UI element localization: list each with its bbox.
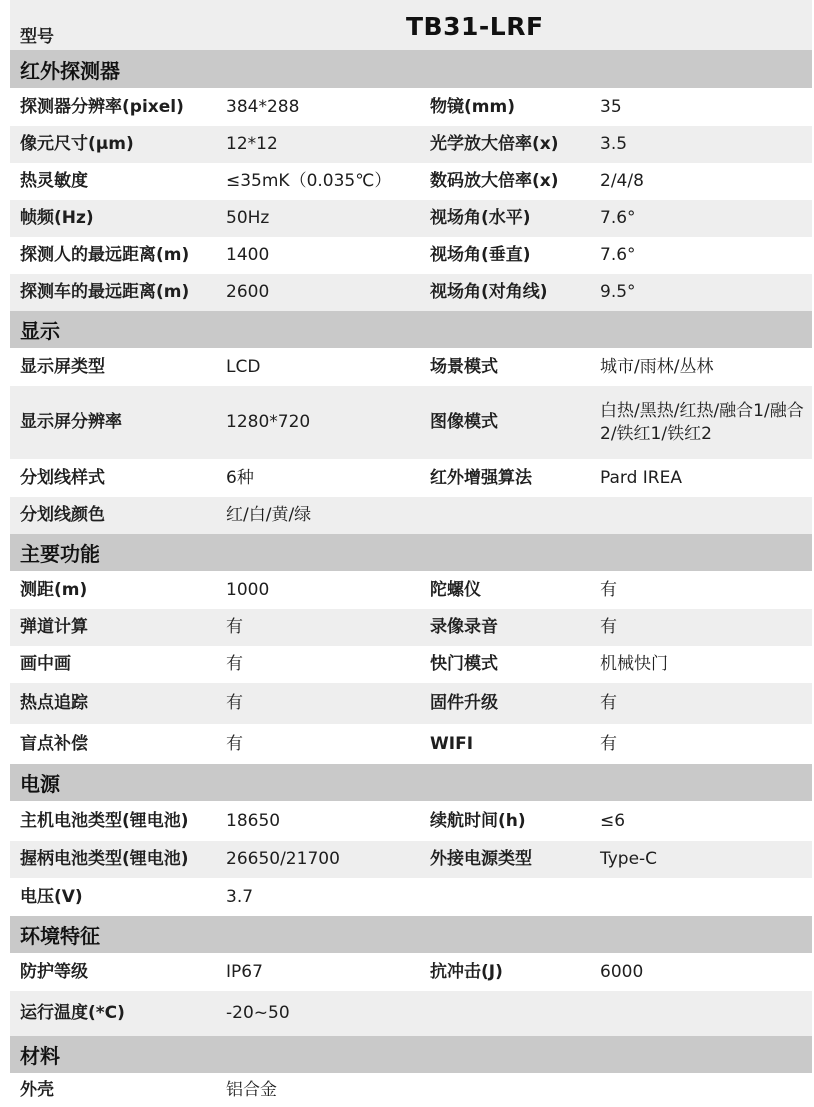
spec-row (10, 237, 812, 274)
spec-value: 9.5° (600, 282, 636, 302)
spec-label: 热灵敏度 (20, 171, 88, 191)
spec-value: 35 (600, 96, 622, 117)
spec-label: 画中画 (20, 654, 71, 674)
spec-value: 有 (226, 617, 243, 637)
spec-label: 视场角(对角线) (430, 282, 548, 302)
spec-label: 热点追踪 (20, 693, 88, 713)
spec-row (10, 683, 812, 724)
spec-value: 1280*720 (226, 412, 311, 432)
spec-value: -20~50 (226, 1003, 290, 1023)
spec-value: ≤6 (600, 810, 626, 831)
spec-value: 有 (600, 693, 617, 713)
spec-row (10, 724, 812, 764)
section-header (10, 311, 812, 348)
section-header (10, 534, 812, 571)
spec-value: 红/白/黄/绿 (226, 505, 312, 525)
spec-value: 18650 (226, 810, 281, 831)
spec-row (10, 878, 812, 916)
spec-label: 续航时间(h) (430, 810, 526, 831)
spec-label: 显示屏分辨率 (20, 412, 122, 432)
model-row (10, 0, 812, 50)
spec-label: 运行温度(*C) (20, 1003, 125, 1023)
spec-label: 电压(V) (20, 886, 83, 907)
spec-label: 探测器分辨率(pixel) (20, 96, 184, 117)
section-header (10, 50, 812, 88)
spec-value: 城市/雨林/丛林 (600, 356, 714, 377)
spec-row (10, 274, 812, 311)
spec-label: 图像模式 (430, 412, 498, 432)
spec-label: 帧频(Hz) (20, 208, 94, 228)
spec-row (10, 88, 812, 126)
spec-value: 2/4/8 (600, 171, 644, 191)
section-title: 材料 (20, 1044, 60, 1068)
spec-value: Pard IREA (600, 467, 682, 488)
spec-value: 有 (600, 617, 617, 637)
spec-label: 盲点补偿 (20, 733, 88, 754)
spec-label: 弹道计算 (20, 617, 88, 637)
spec-value: 铝合金 (226, 1079, 277, 1100)
spec-row (10, 386, 812, 459)
spec-label: 防护等级 (20, 961, 88, 982)
spec-value: 7.6° (600, 245, 636, 265)
spec-value: 3.5 (600, 134, 628, 154)
spec-value: 有 (600, 733, 617, 754)
spec-label: 主机电池类型(锂电池) (20, 810, 189, 831)
spec-value: 6000 (600, 961, 644, 982)
spec-row (10, 991, 812, 1036)
spec-row (10, 497, 812, 534)
spec-value: 26650/21700 (226, 849, 340, 869)
spec-label: 测距(m) (20, 579, 88, 600)
spec-label: 显示屏类型 (20, 356, 105, 377)
spec-value: ≤35mK（0.035℃） (226, 171, 392, 191)
model-value: TB31-LRF (406, 12, 544, 41)
spec-label: 抗冲击(J) (430, 961, 503, 982)
spec-value: IP67 (226, 961, 263, 982)
spec-row (10, 646, 812, 683)
spec-label: 红外增强算法 (430, 467, 532, 488)
spec-row (10, 801, 812, 841)
section-title: 电源 (20, 772, 60, 796)
spec-row (10, 841, 812, 878)
spec-label: 外接电源类型 (430, 849, 532, 869)
spec-label: 物镜(mm) (430, 96, 515, 117)
spec-label: 分划线样式 (20, 467, 105, 488)
spec-label: 陀螺仪 (430, 579, 481, 600)
section-title: 红外探测器 (20, 58, 120, 83)
spec-row (10, 348, 812, 386)
spec-value: 12*12 (226, 134, 278, 154)
spec-value: 2600 (226, 282, 270, 302)
spec-row (10, 459, 812, 497)
section-header (10, 916, 812, 953)
spec-label: WIFI (430, 733, 474, 754)
spec-label: 外壳 (20, 1079, 54, 1100)
spec-value: LCD (226, 356, 261, 377)
spec-value: 3.7 (226, 886, 254, 907)
spec-value: Type-C (600, 849, 658, 869)
spec-value: 1000 (226, 579, 270, 600)
spec-value: 6种 (226, 467, 254, 488)
spec-value: 有 (226, 693, 243, 713)
spec-value: 机械快门 (600, 654, 668, 674)
spec-row (10, 953, 812, 991)
spec-label: 探测人的最远距离(m) (20, 245, 190, 265)
section-title: 主要功能 (20, 542, 100, 566)
spec-label: 录像录音 (430, 617, 498, 637)
spec-sheet (10, 0, 812, 1107)
section-title: 环境特征 (20, 924, 100, 948)
spec-value: 白热/黑热/红热/融合1/融合2/铁红1/铁红2 (600, 400, 804, 444)
spec-label: 场景模式 (430, 356, 498, 377)
spec-value: 有 (226, 733, 243, 754)
spec-label: 视场角(水平) (430, 208, 531, 228)
spec-label: 光学放大倍率(x) (430, 134, 559, 154)
spec-row (10, 609, 812, 646)
spec-row (10, 163, 812, 200)
model-label: 型号 (20, 27, 54, 47)
spec-label: 固件升级 (430, 693, 498, 713)
spec-row (10, 200, 812, 237)
spec-label: 数码放大倍率(x) (430, 171, 559, 191)
spec-label: 探测车的最远距离(m) (20, 282, 190, 302)
spec-value: 7.6° (600, 208, 636, 228)
spec-label: 像元尺寸(μm) (20, 134, 134, 154)
spec-row (10, 1073, 812, 1107)
spec-value: 有 (600, 579, 617, 600)
section-header (10, 1036, 812, 1073)
spec-value: 50Hz (226, 208, 270, 228)
spec-label: 分划线颜色 (20, 505, 105, 525)
spec-label: 握柄电池类型(锂电池) (20, 849, 189, 869)
spec-row (10, 571, 812, 609)
spec-value: 384*288 (226, 96, 300, 117)
spec-label: 视场角(垂直) (430, 245, 531, 265)
spec-value: 有 (226, 654, 243, 674)
spec-label: 快门模式 (430, 654, 498, 674)
spec-row (10, 126, 812, 163)
section-title: 显示 (20, 319, 60, 343)
spec-value: 1400 (226, 245, 270, 265)
section-header (10, 764, 812, 801)
